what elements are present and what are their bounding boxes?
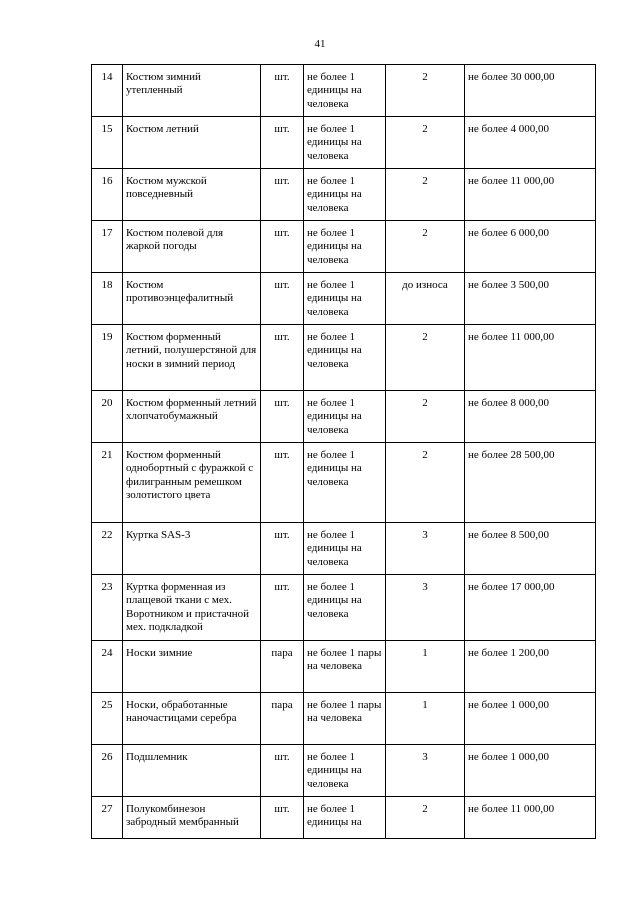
- item-norm: не более 1 единицы на человека: [304, 443, 386, 523]
- item-term: 2: [386, 443, 465, 523]
- item-norm: не более 1 единицы на человека: [304, 575, 386, 641]
- item-term: 2: [386, 117, 465, 169]
- item-term: 3: [386, 745, 465, 797]
- row-number: 16: [92, 169, 123, 221]
- row-number: 19: [92, 325, 123, 391]
- table-row: [92, 391, 596, 443]
- item-term: 1: [386, 693, 465, 745]
- item-term: 3: [386, 575, 465, 641]
- table-row: [92, 65, 596, 117]
- item-name: Костюм противоэнцефалитный: [123, 273, 261, 325]
- item-norm: не более 1 единицы на человека: [304, 391, 386, 443]
- item-name: Костюм форменный летний, полушерстяной для носки в зимний период: [123, 325, 261, 391]
- item-unit: шт.: [261, 391, 304, 443]
- item-unit: шт.: [261, 169, 304, 221]
- item-name: Куртка SAS-3: [123, 523, 261, 575]
- row-number: 20: [92, 391, 123, 443]
- row-number: 18: [92, 273, 123, 325]
- item-unit: шт.: [261, 523, 304, 575]
- specification-table: [91, 64, 596, 839]
- item-price: не более 6 000,00: [465, 221, 596, 273]
- item-name: Костюм летний: [123, 117, 261, 169]
- table-row: [92, 523, 596, 575]
- row-number: 21: [92, 443, 123, 523]
- item-term: до износа: [386, 273, 465, 325]
- item-term: 3: [386, 523, 465, 575]
- item-price: не более 11 000,00: [465, 797, 596, 839]
- row-number: 26: [92, 745, 123, 797]
- item-term: 1: [386, 641, 465, 693]
- table-row: [92, 169, 596, 221]
- item-price: не более 4 000,00: [465, 117, 596, 169]
- item-price: не более 11 000,00: [465, 169, 596, 221]
- item-unit: пара: [261, 693, 304, 745]
- item-price: не более 28 500,00: [465, 443, 596, 523]
- table-row: [92, 575, 596, 641]
- item-name: Куртка форменная из плащевой ткани с мех. Воротником и пристачной мех. подкладкой: [123, 575, 261, 641]
- item-price: не более 11 000,00: [465, 325, 596, 391]
- row-number: 25: [92, 693, 123, 745]
- row-number: 27: [92, 797, 123, 839]
- row-number: 15: [92, 117, 123, 169]
- item-name: Костюм форменный однобортный с фуражкой с филигранным ремешком золотистого цвета: [123, 443, 261, 523]
- item-unit: пара: [261, 641, 304, 693]
- table-row: [92, 325, 596, 391]
- item-term: 2: [386, 391, 465, 443]
- item-price: не более 1 200,00: [465, 641, 596, 693]
- item-norm: не более 1 пары на человека: [304, 641, 386, 693]
- item-name: Носки зимние: [123, 641, 261, 693]
- item-unit: шт.: [261, 273, 304, 325]
- row-number: 24: [92, 641, 123, 693]
- table-row: [92, 221, 596, 273]
- table-row: [92, 693, 596, 745]
- item-price: не более 8 500,00: [465, 523, 596, 575]
- item-unit: шт.: [261, 575, 304, 641]
- item-unit: шт.: [261, 65, 304, 117]
- item-name: Костюм зимний утепленный: [123, 65, 261, 117]
- table-row: [92, 117, 596, 169]
- item-name: Подшлемник: [123, 745, 261, 797]
- table-body: [92, 65, 596, 839]
- item-norm: не более 1 единицы на человека: [304, 745, 386, 797]
- item-price: не более 30 000,00: [465, 65, 596, 117]
- item-price: не более 3 500,00: [465, 273, 596, 325]
- item-norm: не более 1 единицы на: [304, 797, 386, 839]
- item-unit: шт.: [261, 443, 304, 523]
- item-term: 2: [386, 221, 465, 273]
- row-number: 14: [92, 65, 123, 117]
- row-number: 23: [92, 575, 123, 641]
- row-number: 17: [92, 221, 123, 273]
- item-term: 2: [386, 65, 465, 117]
- item-unit: шт.: [261, 221, 304, 273]
- table-row: [92, 641, 596, 693]
- item-norm: не более 1 единицы на человека: [304, 325, 386, 391]
- item-norm: не более 1 пары на человека: [304, 693, 386, 745]
- item-price: не более 17 000,00: [465, 575, 596, 641]
- item-name: Носки, обработанные наночастицами серебра: [123, 693, 261, 745]
- item-name: Костюм полевой для жаркой погоды: [123, 221, 261, 273]
- table-row: [92, 443, 596, 523]
- item-name: Костюм форменный летний хлопчатобумажный: [123, 391, 261, 443]
- item-unit: шт.: [261, 325, 304, 391]
- row-number: 22: [92, 523, 123, 575]
- item-price: не более 1 000,00: [465, 693, 596, 745]
- item-norm: не более 1 единицы на человека: [304, 117, 386, 169]
- item-term: 2: [386, 797, 465, 839]
- item-price: не более 8 000,00: [465, 391, 596, 443]
- item-name: Полукомбинезон забродный мембранный: [123, 797, 261, 839]
- item-norm: не более 1 единицы на человека: [304, 65, 386, 117]
- item-unit: шт.: [261, 117, 304, 169]
- item-unit: шт.: [261, 745, 304, 797]
- item-norm: не более 1 единицы на человека: [304, 523, 386, 575]
- page-number: 41: [314, 38, 326, 50]
- item-unit: шт.: [261, 797, 304, 839]
- table-row: [92, 797, 596, 839]
- item-price: не более 1 000,00: [465, 745, 596, 797]
- item-term: 2: [386, 169, 465, 221]
- item-name: Костюм мужской повседневный: [123, 169, 261, 221]
- item-norm: не более 1 единицы на человека: [304, 273, 386, 325]
- item-norm: не более 1 единицы на человека: [304, 221, 386, 273]
- item-term: 2: [386, 325, 465, 391]
- table-row: [92, 745, 596, 797]
- item-norm: не более 1 единицы на человека: [304, 169, 386, 221]
- table-row: [92, 273, 596, 325]
